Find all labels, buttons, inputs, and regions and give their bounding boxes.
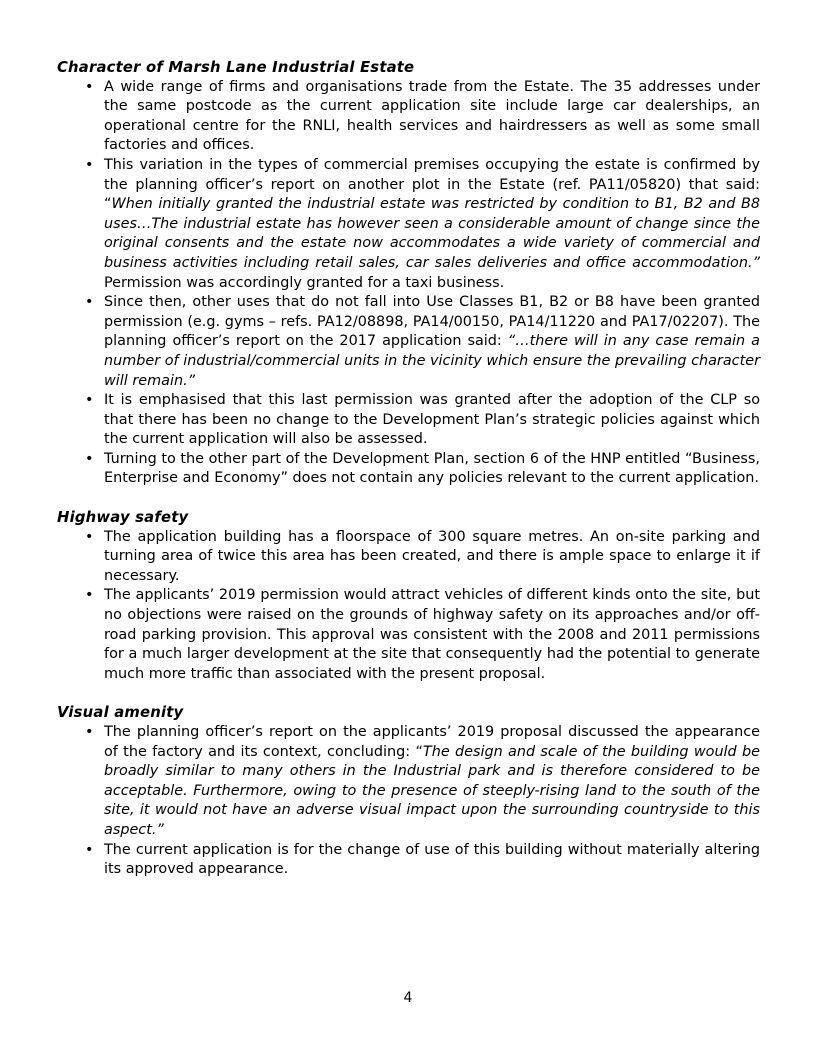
section-heading: Visual amenity — [57, 704, 184, 722]
section-heading: Character of Marsh Lane Industrial Estate — [57, 59, 415, 76]
bullet-item — [57, 293, 760, 391]
bullet-item — [57, 391, 760, 450]
body-text: Permission was accordingly granted for a taxi business. — [104, 274, 505, 291]
bullet-item — [57, 528, 760, 587]
document-section — [57, 58, 760, 489]
bullet-item — [57, 841, 760, 880]
bullet-item — [57, 723, 760, 841]
document-section — [57, 703, 760, 879]
quoted-text: “…there will in any case remain a number of industrial/commercial units in the vicinity which ensure the prevailing character will remain.” — [104, 333, 760, 389]
document-section — [57, 508, 760, 684]
bullet-item — [57, 78, 760, 156]
body-text: Since then, other uses that do not fall into Use Classes B1, B2 or B8 have been granted permission (e.g. gyms – refs. PA12/08898, PA14/00150, PA14/11220 and PA17/02207). The planning officer’s report on the 2017 application said: — [104, 294, 760, 350]
bullet-list — [57, 723, 760, 880]
bullet-list — [57, 78, 760, 489]
document-sections — [57, 58, 760, 880]
bullet-list — [57, 528, 760, 685]
quoted-text: The design and scale of the building would be broadly similar to many others in the Industrial park and is therefore considered to be acceptable. Furthermore, owing to the presence of steeply-rising land to the south of the site, it would not have an adverse visual impact upon the surrounding countryside to this aspect.” — [104, 743, 760, 838]
body-text: The current application is for the change of use of this building without materially altering its approved appearance. — [104, 841, 760, 878]
body-text: Turning to the other part of the Development Plan, section 6 of the HNP entitled “Business, Enterprise and Economy” does not contain any policies relevant to the current application. — [104, 450, 760, 487]
body-text: The application building has a floorspace of 300 square metres. An on-site parking and turning area of twice this area has been created, and there is ample space to enlarge it if necessary. — [104, 528, 760, 584]
body-text: It is emphasised that this last permission was granted after the adoption of the CLP so that there has been no change to the Development Plan’s strategic policies against which the current application will also be assessed. — [104, 392, 760, 448]
bullet-item — [57, 156, 760, 293]
body-text: The planning officer’s report on the applicants’ 2019 proposal discussed the appearance of the factory and its context, concluding: “ — [104, 724, 760, 760]
body-text: This variation in the types of commercial premises occupying the estate is confirmed by the planning officer’s report on another plot in the Estate (ref. PA11/05820) that said: “ — [104, 156, 760, 213]
body-text: A wide range of firms and organisations trade from the Estate. The 35 addresses under the same postcode as the current application site include large car dealerships, an operational centre for the RNLI, health services and hairdressers as well as some small factories and offices. — [104, 78, 760, 154]
quoted-text: When initially granted the industrial estate was restricted by condition to B1, B2 and B8 uses…The industrial estate has however seen a considerable amount of change since the original consents and the estate now accommodates a wide variety of commercial and business activities including retail sales, car sales deliveries and office accommodation.” — [104, 196, 760, 271]
bullet-item — [57, 450, 760, 489]
bullet-item — [57, 586, 760, 684]
page-number: 4 — [403, 990, 413, 1006]
body-text: The applicants’ 2019 permission would attract vehicles of different kinds onto the site, but no objections were raised on the grounds of highway safety on its approaches and/or off-road parking provision. This approval was consistent with the 2008 and 2011 permissions for a much larger development at the site that consequently had the potential to generate much more traffic than associated with the present proposal. — [104, 587, 760, 682]
section-heading: Highway safety — [57, 509, 189, 527]
